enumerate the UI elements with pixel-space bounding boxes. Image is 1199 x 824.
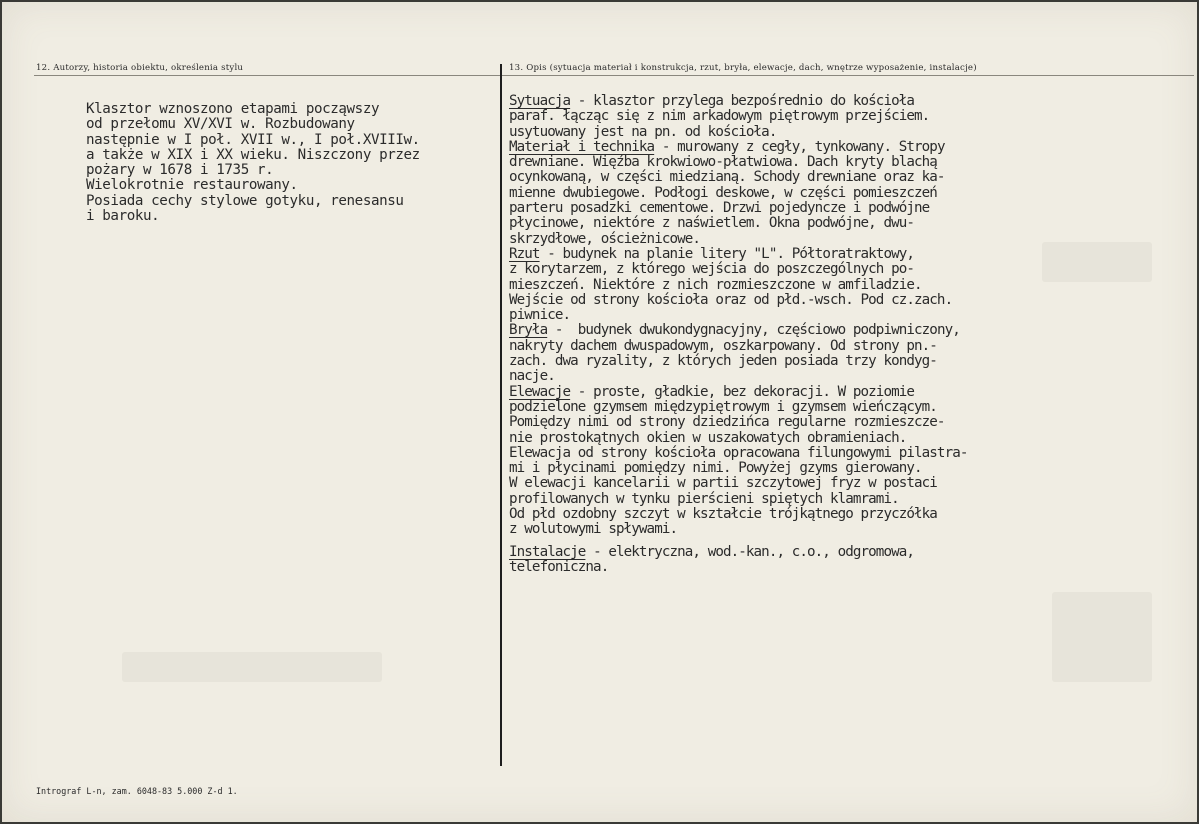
paper-stain: [1042, 242, 1152, 282]
header-divider: [34, 75, 1194, 76]
section-text: parteru posadzki cementowe. Drzwi pojedyncze i podwójne: [509, 200, 930, 217]
section-text: - elektryczna, wod.-kan., c.o., odgromowa,: [585, 543, 915, 560]
description-line: [509, 522, 968, 537]
description-line: [509, 186, 968, 201]
section-text: paraf. łącząc się z nim arkadowym piętrowym przejściem.: [509, 108, 930, 125]
section-heading: Instalacje: [509, 543, 586, 560]
section-text: drewniane. Więźba krokwiowo-płatwiowa. Dach kryty blachą: [509, 154, 937, 171]
section-heading: Sytuacja: [509, 93, 571, 109]
description-line: [509, 400, 968, 415]
section-text: mienne dwubiegowe. Podłogi deskowe, w części pomieszczeń: [509, 184, 937, 201]
description-line: [509, 170, 968, 185]
description-line: [509, 308, 968, 323]
section-text: - murowany z cegły, tynkowany. Stropy: [654, 138, 945, 155]
description-line: [509, 109, 968, 124]
section-13-label: 13. Opis (sytuacja materiał i konstrukcja, rzut, bryła, elewacje, dach, wnętrze wyposażenie, instalacje): [509, 63, 977, 73]
description-line: [509, 560, 968, 575]
description-line: [509, 323, 968, 338]
description-line: [509, 545, 968, 560]
description-line: [509, 201, 968, 216]
section-text: nakryty dachem dwuspadowym, oszkarpowany. Od strony pn.-: [509, 337, 937, 354]
section-text: telefoniczna.: [509, 558, 609, 575]
description-line: [509, 293, 968, 308]
section-text: - budynek na planie litery "L". Półtoratraktowy,: [539, 245, 915, 262]
description-line: [509, 278, 968, 293]
section-text: płycinowe, niektóre z naświetlem. Okna podwójne, dwu-: [509, 215, 915, 232]
history-text: Klasztor wznoszono etapami począwszy od przełomu XV/XVI w. Rozbudowany następnie w I poł. XVII w., I poł.XVIIIw. a także w XIX i XX wieku. Niszczony przez pożary w 1678 i 1735 r. Wielokrotnie restaurowany. Posiada cechy stylowe gotyku, renesansu i baroku.: [86, 101, 420, 225]
section-text: - budynek dwukondygnacyjny, częściowo podpiwniczony,: [547, 322, 960, 339]
section-text: nacje.: [509, 368, 555, 385]
description-line: [509, 507, 968, 522]
description-line: [509, 446, 968, 461]
paper-stain: [122, 652, 382, 682]
description-line: [509, 262, 968, 277]
description-line: [509, 155, 968, 170]
section-text: W elewacji kancelarii w partii szczytowej fryz w postaci: [509, 475, 937, 492]
description-line: [509, 216, 968, 231]
description-line: [509, 431, 968, 446]
section-heading: Materiał i technika: [509, 138, 655, 155]
description-line: [509, 385, 968, 400]
section-text: z korytarzem, z którego wejścia do poszczególnych po-: [509, 261, 915, 278]
description-line: [509, 354, 968, 369]
section-heading: Bryła: [509, 322, 548, 339]
section-text: nie prostokątnych okien w uszakowatych obramieniach.: [509, 429, 907, 446]
description-line: [509, 415, 968, 430]
description-line: [509, 247, 968, 262]
section-text: zach. dwa ryzality, z których jeden posiada trzy kondyg-: [509, 353, 937, 370]
description-text: [509, 94, 968, 575]
section-text: ocynkowaną, w części miedzianą. Schody drewniane oraz ka-: [509, 169, 945, 186]
section-heading: Rzut: [509, 245, 540, 262]
description-line: [509, 94, 968, 109]
section-text: Wejście od strony kościoła oraz od płd.-wsch. Pod cz.zach.: [509, 291, 953, 308]
description-line: [509, 232, 968, 247]
section-text: podzielone gzymsem międzypiętrowym i gzymsem wieńczącym.: [509, 398, 937, 415]
section-text: mieszczeń. Niektóre z nich rozmieszczone w amfiladzie.: [509, 276, 922, 293]
section-text: profilowanych w tynku pierścieni spiętych klamrami.: [509, 490, 899, 507]
section-text: mi i płycinami pomiędzy nimi. Powyżej gzyms gierowany.: [509, 460, 922, 477]
section-text: Od płd ozdobny szczyt w kształcie trójkątnego przyczółka: [509, 506, 937, 523]
section-text: Pomiędzy nimi od strony dziedzińca regularne rozmieszcze-: [509, 414, 945, 431]
printer-imprint: Intrograf L-n, zam. 6048-83 5.000 Z-d 1.: [36, 786, 238, 796]
section-text: usytuowany jest na pn. od kościoła.: [509, 123, 777, 140]
description-line: [509, 125, 968, 140]
description-line: [509, 461, 968, 476]
section-text: piwnice.: [509, 307, 571, 324]
description-line: [509, 476, 968, 491]
section-text: skrzydłowe, ościeżnicowe.: [509, 230, 701, 247]
section-text: - klasztor przylega bezpośrednio do kościoła: [570, 93, 915, 109]
description-line: [509, 492, 968, 507]
paper-stain: [1052, 592, 1152, 682]
description-line: [509, 339, 968, 354]
description-line: [509, 369, 968, 384]
section-text: z wolutowymi spływami.: [509, 521, 678, 538]
section-12-label: 12. Autorzy, historia obiektu, określenia stylu: [36, 63, 244, 73]
description-line: [509, 140, 968, 155]
section-heading: Elewacje: [509, 383, 571, 400]
section-text: Elewacja od strony kościoła opracowana filungowymi pilastra-: [509, 444, 968, 461]
section-text: - proste, gładkie, bez dekoracji. W poziomie: [570, 383, 915, 400]
column-divider: [500, 64, 502, 766]
